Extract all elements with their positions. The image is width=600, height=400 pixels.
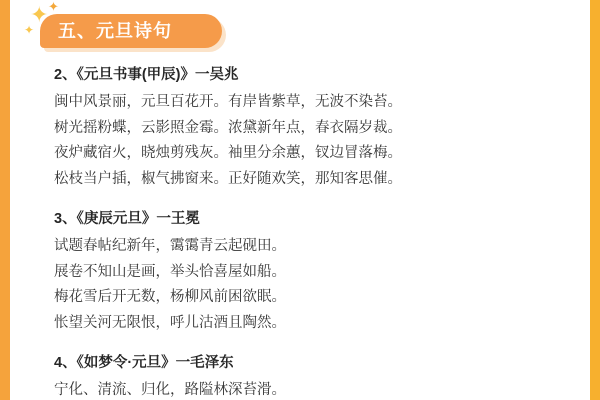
content-card: [18, 0, 580, 400]
poem-line: 树光摇粉蝶，云影照金霉。浓黛新年点，春衣隔岁裁。: [54, 119, 402, 136]
poem-line: 夜炉藏宿火，晓烛剪残灰。袖里分余蕙，钗边冒落梅。: [54, 145, 402, 161]
left-band-inner-strip: [10, 0, 18, 400]
section-heading: [40, 14, 190, 48]
poem-line: 怅望关河无限恨，呼儿沽酒且陶然。: [54, 314, 286, 331]
right-band-inner-strip: [580, 0, 590, 400]
sparkle-icon: ✦: [30, 2, 49, 27]
poem-line: 展卷不知山是画，举头恰喜屋如船。: [54, 263, 286, 280]
section-heading-label: 五、元旦诗句: [58, 21, 172, 41]
poem-list: [54, 62, 554, 400]
sparkle-icon-tiny: ✦: [24, 23, 35, 37]
poem-entry: [54, 206, 554, 336]
poem-line: 宁化、清流、归化，路隘林深苔滑。: [54, 382, 286, 398]
poem-title: 3、《庚辰元旦》一王冕: [54, 211, 200, 227]
poem-line: 松枝当户插，椒气拂窗来。正好随欢笑，那知客思催。: [54, 170, 402, 187]
poem-line: 闽中风景丽，元旦百花开。有岸皆紫草，无波不染苔。: [54, 94, 402, 110]
poem-entry: [54, 350, 554, 400]
sparkle-icon-small: ✦: [48, 0, 59, 14]
poem-title: 2、《元旦书事(甲辰)》一吴兆: [54, 67, 239, 83]
poem-title: 4、《如梦令·元旦》一毛泽东: [54, 355, 234, 371]
poem-line: 梅花雪后开无数，杨柳风前困欲眠。: [54, 289, 286, 305]
poem-entry: [54, 62, 554, 192]
poem-line: 试题春帖纪新年，霭霭青云起砚田。: [54, 238, 286, 254]
